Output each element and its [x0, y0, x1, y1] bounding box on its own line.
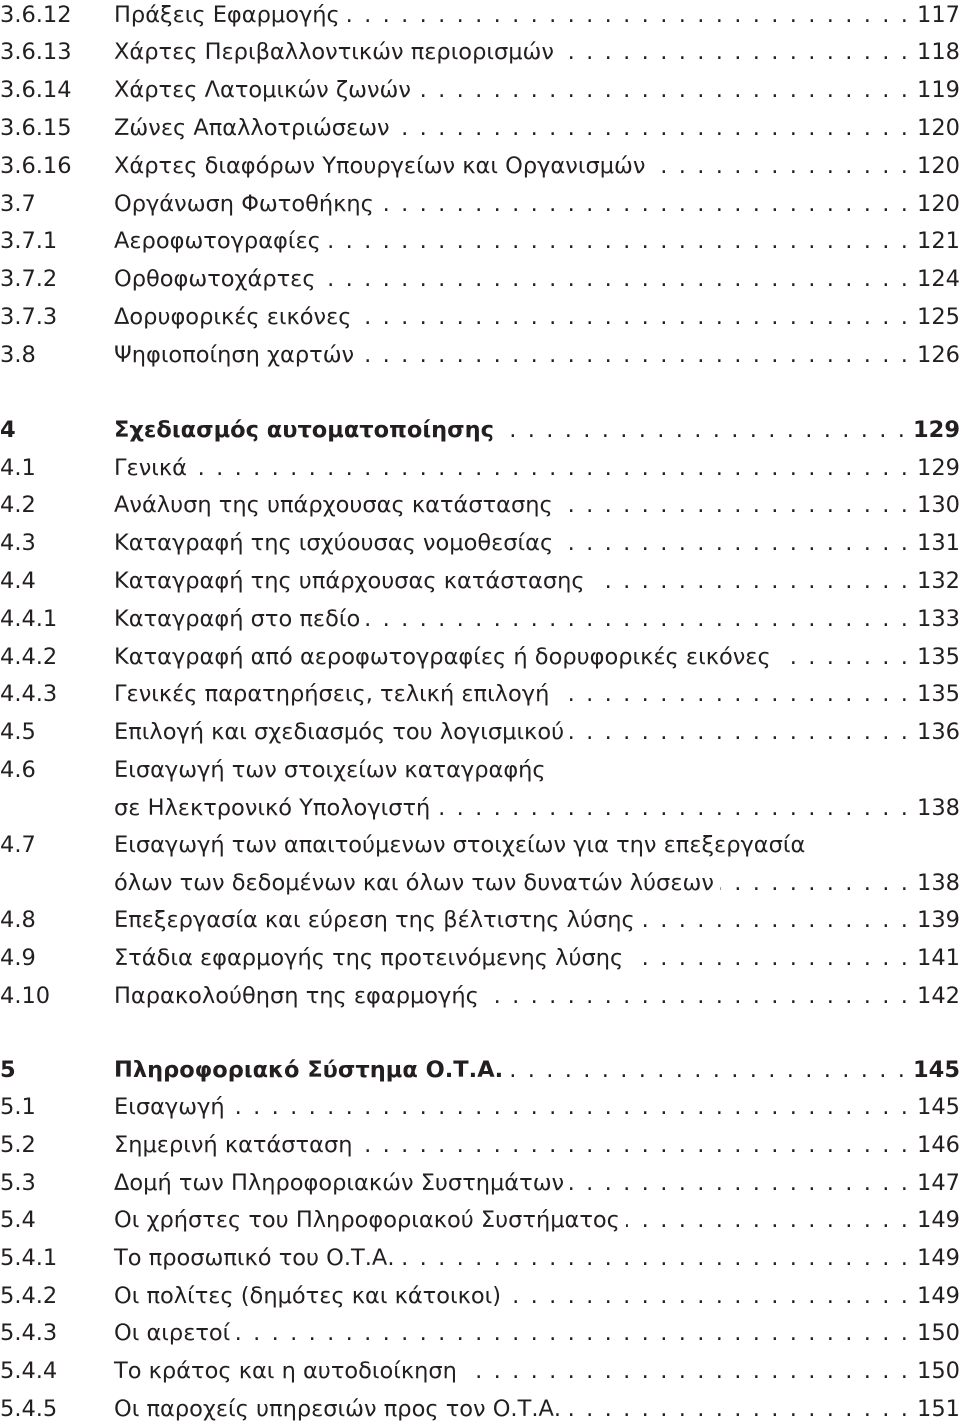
- toc-entry-title: Εισαγωγή των απαιτούμενων στοιχείων για την επεξεργασία: [114, 827, 805, 863]
- dot-leader: [436, 790, 910, 826]
- toc-entry-title: Γενικές παρατηρήσεις, τελική επιλογή: [114, 676, 549, 712]
- toc-entry-number: 5.4.2: [0, 1283, 58, 1309]
- toc-entry-title: Το κράτος και η αυτοδιοίκηση: [114, 1353, 457, 1389]
- toc-entry: [0, 1278, 960, 1314]
- toc-entry-number: 3.6.15: [0, 115, 72, 141]
- toc-entry: [0, 148, 960, 184]
- toc-entry-number: 5.4.3: [0, 1320, 58, 1346]
- toc-chapter-heading: [0, 1052, 960, 1088]
- toc-entry-title: Καταγραφή στο πεδίο: [114, 601, 360, 637]
- toc-page-number: 120: [917, 153, 960, 179]
- dot-leader: [559, 487, 910, 523]
- toc-page-number: 125: [917, 304, 960, 330]
- toc-entry-number: 4.6: [0, 757, 36, 783]
- dot-leader: [509, 1052, 907, 1088]
- toc-entry: [0, 487, 960, 523]
- toc-entry-title: Καταγραφή από αεροφωτογραφίες ή δορυφορικές εικόνες: [114, 639, 771, 675]
- toc-entry: [0, 714, 960, 750]
- dot-leader: [417, 72, 910, 108]
- dot-leader: [396, 110, 910, 146]
- toc-entry-title: Επιλογή και σχεδιασμός του λογισμικού: [114, 714, 564, 750]
- toc-page-number: 119: [917, 77, 960, 103]
- toc-entry-number: 3.6.16: [0, 153, 72, 179]
- toc-entry-title: Στάδια εφαρμογής της προτεινόμενης λύσης: [114, 940, 623, 976]
- dot-leader: [555, 676, 910, 712]
- toc-entry: [0, 865, 960, 901]
- toc-entry-number: 5.4.1: [0, 1245, 58, 1271]
- toc-page-number: 151: [917, 1396, 960, 1422]
- toc-entry: [0, 0, 960, 33]
- toc-entry-number: 3.6.12: [0, 2, 72, 28]
- toc-page-number: 130: [917, 492, 960, 518]
- toc-page-number: 138: [917, 795, 960, 821]
- toc-page-number: 145: [917, 1094, 960, 1120]
- toc-page-number: 136: [917, 719, 960, 745]
- toc-page-number: 149: [917, 1207, 960, 1233]
- dot-leader: [559, 525, 910, 561]
- toc-entry-title: Ανάλυση της υπάρχουσας κατάστασης: [114, 487, 553, 523]
- toc-entry-title: Εισαγωγή: [114, 1089, 225, 1125]
- toc-entry: [0, 902, 960, 938]
- dot-leader: [500, 412, 907, 448]
- toc-entry-number: 5.3: [0, 1170, 36, 1196]
- toc-entry-title: Οι πολίτες (δημότες και κάτοικοι): [114, 1278, 501, 1314]
- toc-entry-title: Δομή των Πληροφοριακών Συστημάτων: [114, 1165, 564, 1201]
- dot-leader: [570, 1165, 910, 1201]
- toc-entry-title: Χάρτες Περιβαλλοντικών περιορισμών: [114, 34, 554, 70]
- dot-leader: [400, 1240, 910, 1276]
- toc-page-number: 121: [917, 228, 960, 254]
- toc-entry-number: 4.8: [0, 907, 36, 933]
- toc-entry-number: 3.7.2: [0, 266, 58, 292]
- toc-entry: [0, 1089, 960, 1125]
- toc-entry: [0, 940, 960, 976]
- dot-leader: [507, 1278, 910, 1314]
- toc-page-number: 118: [917, 39, 960, 65]
- dot-leader: [463, 1353, 910, 1389]
- toc-entry-number: 5.4.5: [0, 1396, 58, 1422]
- dot-leader: [720, 865, 910, 901]
- toc-entry-number: 4.3: [0, 530, 36, 556]
- toc-entry: [0, 186, 960, 222]
- toc-entry: [0, 827, 960, 863]
- dot-leader: [193, 450, 910, 486]
- toc-entry-number: 4.1: [0, 455, 36, 481]
- toc-entry-number: 3.7.1: [0, 228, 58, 254]
- toc-entry: [0, 261, 960, 297]
- toc-entry-number: 5.4: [0, 1207, 36, 1233]
- toc-entry-number: 4.4: [0, 568, 36, 594]
- toc-entry-title: Οι παροχείς υπηρεσιών προς τον Ο.Τ.Α.: [114, 1391, 561, 1427]
- toc-page-number: 133: [917, 606, 960, 632]
- toc-entry: [0, 299, 960, 335]
- toc-entry: [0, 525, 960, 561]
- toc-page-number: 135: [917, 644, 960, 670]
- toc-entry: [0, 1165, 960, 1201]
- dot-leader: [591, 563, 910, 599]
- dot-leader: [651, 148, 910, 184]
- toc-entry-title: Πληροφοριακό Σύστημα Ο.Τ.Α.: [114, 1052, 503, 1088]
- toc-entry: [0, 337, 960, 373]
- dot-leader: [357, 299, 910, 335]
- toc-entry: [0, 790, 960, 826]
- toc-entry: [0, 563, 960, 599]
- toc-entry: [0, 110, 960, 146]
- toc-entry-number: 5.2: [0, 1132, 36, 1158]
- toc-page-number: 132: [917, 568, 960, 594]
- toc-entry-title: Εισαγωγή των στοιχείων καταγραφής: [114, 752, 546, 788]
- toc-entry-title: Ορθοφωτοχάρτες: [114, 261, 316, 297]
- toc-page-number: 138: [917, 870, 960, 896]
- dot-leader: [380, 186, 910, 222]
- dot-leader: [570, 714, 910, 750]
- toc-entry-title: Γενικά: [114, 450, 187, 486]
- toc-page-number: 141: [917, 945, 960, 971]
- toc-entry-title: Το προσωπικό του Ο.Τ.Α.: [114, 1240, 394, 1276]
- dot-leader: [236, 1315, 910, 1351]
- toc-page-number: 117: [917, 2, 960, 28]
- dot-leader: [327, 223, 910, 259]
- toc-entry-title: Ψηφιοποίηση χαρτών: [114, 337, 354, 373]
- toc-entry-title: Καταγραφή της ισχύουσας νομοθεσίας: [114, 525, 553, 561]
- toc-entry-title: Οι αιρετοί: [114, 1315, 230, 1351]
- toc-entry-title: Αεροφωτογραφίες: [114, 223, 321, 259]
- toc-entry-title: Δορυφορικές εικόνες: [114, 299, 351, 335]
- toc-entry-title: Χάρτες Λατομικών ζωνών: [114, 72, 411, 108]
- toc-page-number: 147: [917, 1170, 960, 1196]
- toc-entry: [0, 34, 960, 70]
- toc-entry: [0, 1127, 960, 1163]
- dot-leader: [322, 261, 910, 297]
- toc-chapter-heading: [0, 412, 960, 448]
- toc-entry: [0, 223, 960, 259]
- toc-entry: [0, 1391, 960, 1427]
- toc-page-number: 149: [917, 1283, 960, 1309]
- toc-entry-number: 4.4.2: [0, 644, 58, 670]
- dot-leader: [346, 0, 910, 33]
- toc-page-number: 135: [917, 681, 960, 707]
- toc-entry-number: 3.8: [0, 342, 36, 368]
- toc-page-number: 150: [917, 1358, 960, 1384]
- toc-page-number: 145: [913, 1057, 960, 1083]
- toc-entry-title: Ζώνες Απαλλοτριώσεων: [114, 110, 390, 146]
- dot-leader: [485, 978, 910, 1014]
- toc-entry-number: 5: [0, 1057, 16, 1083]
- toc-entry-title: Σημερινή κατάσταση: [114, 1127, 352, 1163]
- toc-entry-number: 4.9: [0, 945, 36, 971]
- toc-entry-title: Σχεδιασμός αυτοματοποίησης: [114, 412, 494, 448]
- toc-page-number: 120: [917, 115, 960, 141]
- dot-leader: [560, 34, 910, 70]
- toc-entry-number: 4.5: [0, 719, 36, 745]
- toc-page-number: 120: [917, 191, 960, 217]
- toc-page-number: 146: [917, 1132, 960, 1158]
- dot-leader: [360, 337, 910, 373]
- dot-leader: [358, 1127, 910, 1163]
- toc-entry-number: 3.7: [0, 191, 36, 217]
- toc-entry: [0, 752, 960, 788]
- toc-entry: [0, 72, 960, 108]
- toc-page-number: 142: [917, 983, 960, 1009]
- toc-entry: [0, 676, 960, 712]
- toc-entry-title: όλων των δεδομένων και όλων των δυνατών λύσεων: [114, 865, 714, 901]
- toc-entry-number: 5.4.4: [0, 1358, 58, 1384]
- toc-page-number: 131: [917, 530, 960, 556]
- dot-leader: [626, 1202, 910, 1238]
- toc-entry: [0, 450, 960, 486]
- dot-leader: [777, 639, 910, 675]
- toc-entry-title: Οι χρήστες του Πληροφοριακού Συστήματος: [114, 1202, 620, 1238]
- toc-page-number: 129: [917, 455, 960, 481]
- toc-entry-number: 3.7.3: [0, 304, 58, 330]
- dot-leader: [231, 1089, 910, 1125]
- toc-entry-title: Παρακολούθηση της εφαρμογής: [114, 978, 479, 1014]
- dot-leader: [629, 940, 910, 976]
- toc-entry: [0, 601, 960, 637]
- toc-entry-title: Καταγραφή της υπάρχουσας κατάστασης: [114, 563, 585, 599]
- toc-entry: [0, 978, 960, 1014]
- toc-entry-number: 4.4.3: [0, 681, 58, 707]
- toc-entry-number: 3.6.13: [0, 39, 72, 65]
- toc-entry-title: Πράξεις Εφαρμογής: [114, 0, 340, 33]
- toc-entry-title: σε Ηλεκτρονικό Υπολογιστή: [114, 790, 430, 826]
- toc-entry-title: Οργάνωση Φωτοθήκης: [114, 186, 374, 222]
- dot-leader: [641, 902, 910, 938]
- toc-page-number: 124: [917, 266, 960, 292]
- toc-page-number: 139: [917, 907, 960, 933]
- toc-page-number: 129: [913, 417, 960, 443]
- toc-entry-number: 4: [0, 417, 16, 443]
- toc-page-number: 149: [917, 1245, 960, 1271]
- toc-entry: [0, 639, 960, 675]
- toc-entry-number: 5.1: [0, 1094, 36, 1120]
- toc-entry-number: 4.4.1: [0, 606, 58, 632]
- toc-page-number: 126: [917, 342, 960, 368]
- toc-entry: [0, 1240, 960, 1276]
- dot-leader: [567, 1391, 910, 1427]
- toc-entry-number: 4.7: [0, 832, 36, 858]
- toc-entry: [0, 1315, 960, 1351]
- dot-leader: [366, 601, 910, 637]
- toc-entry-title: Χάρτες διαφόρων Υπουργείων και Οργανισμών: [114, 148, 645, 184]
- toc-entry-number: 4.10: [0, 983, 51, 1009]
- toc-entry-number: 4.2: [0, 492, 36, 518]
- toc-page-number: 150: [917, 1320, 960, 1346]
- toc-entry-title: Επεξεργασία και εύρεση της βέλτιστης λύσης: [114, 902, 635, 938]
- toc-entry: [0, 1353, 960, 1389]
- toc-entry-number: 3.6.14: [0, 77, 72, 103]
- toc-entry: [0, 1202, 960, 1238]
